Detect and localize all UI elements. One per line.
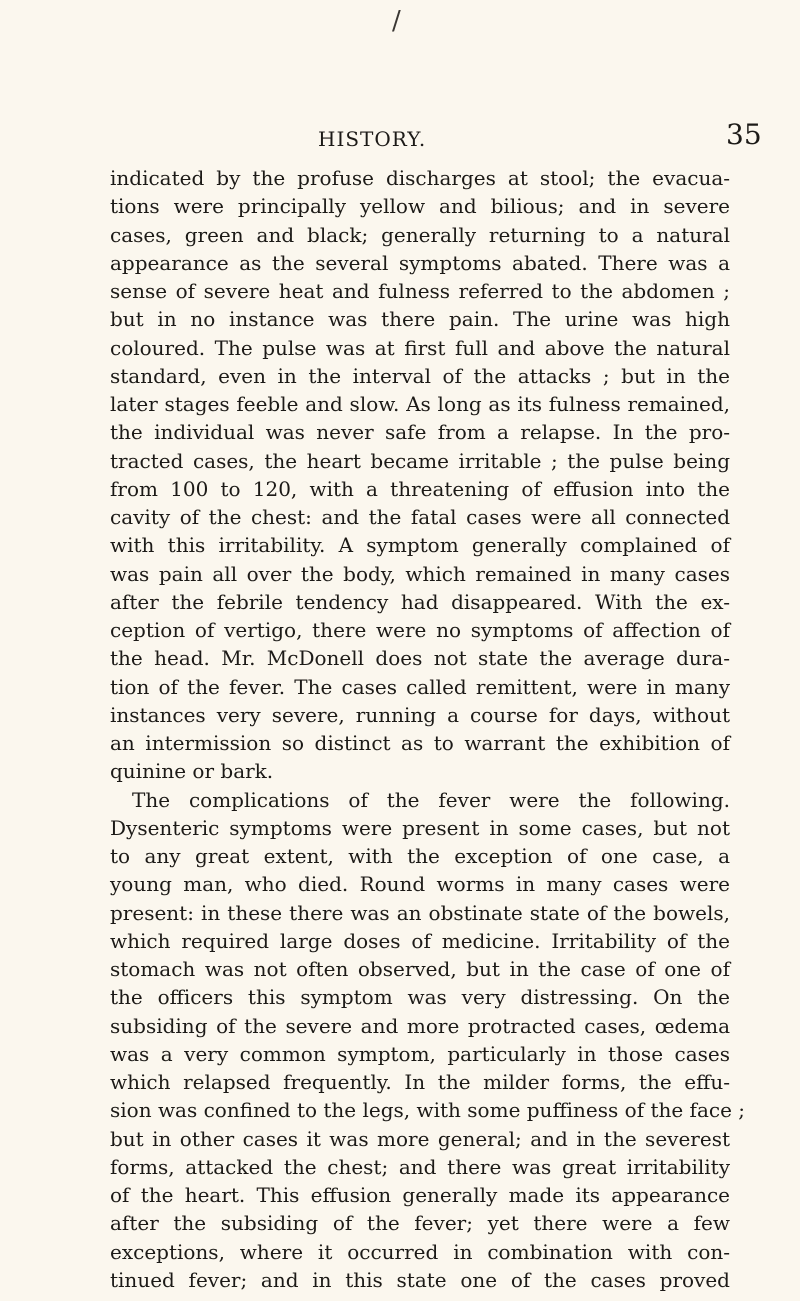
text-line: was a very common symptom, particularly in those cases <box>110 1041 730 1066</box>
paragraph-start-line: The complications of the fever were the following. <box>132 787 730 812</box>
text-line: with this irritability. A symptom generally complained of <box>110 533 730 558</box>
text-line: which relapsed frequently. In the milder forms, the effu- <box>110 1070 730 1094</box>
text-line: the officers this symptom was very distressing. On the <box>110 985 730 1010</box>
text-line: after the subsiding of the fever; yet there were a few <box>110 1211 730 1236</box>
text-line: was pain all over the body, which remained in many cases <box>110 561 730 586</box>
text-line: the individual was never safe from a relapse. In the pro- <box>110 420 730 445</box>
text-line: coloured. The pulse was at first full and above the natural <box>110 335 730 360</box>
text-line: present: in these there was an obstinate state of the bowels, <box>110 900 730 925</box>
text-line: stomach was not often observed, but in the case of one of <box>110 957 730 981</box>
text-line: an intermission so distinct as to warrant the exhibition of <box>110 731 730 755</box>
running-head <box>0 118 800 154</box>
text-line: tions were principally yellow and bilious; and in severe <box>110 194 730 219</box>
text-line: to any great extent, with the exception of one case, a <box>110 844 730 868</box>
page-number: 35 <box>726 118 762 151</box>
text-line: appearance as the several symptoms abated. There was a <box>110 250 730 275</box>
text-line: standard, even in the interval of the attacks ; but in the <box>110 363 730 388</box>
text-line: indicated by the profuse discharges at stool; the evacua- <box>110 166 730 190</box>
text-line: after the febrile tendency had disappeared. With the ex- <box>110 589 730 614</box>
text-line: forms, attacked the chest; and there was great irritability <box>110 1154 730 1179</box>
running-head-title: HISTORY. <box>318 127 427 151</box>
text-line: cases, green and black; generally returning to a natural <box>110 222 730 247</box>
text-line: sense of severe heat and fulness referred to the abdomen ; <box>110 279 730 303</box>
stray-mark: / <box>392 6 401 36</box>
text-line: tinued fever; and in this state one of the cases proved <box>110 1267 730 1292</box>
text-line: subsiding of the severe and more protracted cases, œdema <box>110 1013 730 1038</box>
text-line: tracted cases, the heart became irritable ; the pulse being <box>110 448 730 473</box>
text-line: instances very severe, running a course for days, without <box>110 702 730 727</box>
text-line: from 100 to 120, with a threatening of effusion into the <box>110 476 730 501</box>
text-line: sion was confined to the legs, with some puffiness of the face ; <box>110 1098 746 1123</box>
text-line: later stages feeble and slow. As long as its fulness remained, <box>110 392 730 416</box>
text-line: ception of vertigo, there were no symptoms of affection of <box>110 618 730 642</box>
text-line: of the heart. This effusion generally made its appearance <box>110 1183 730 1207</box>
text-line: but in no instance was there pain. The urine was high <box>110 307 730 332</box>
text-line: the head. Mr. McDonell does not state the average dura- <box>110 646 730 671</box>
text-line: which required large doses of medicine. Irritability of the <box>110 928 730 953</box>
text-line: Dysenteric symptoms were present in some cases, but not <box>110 815 730 840</box>
text-line: exceptions, where it occurred in combination with con- <box>110 1239 730 1264</box>
paragraph-end-line: quinine or bark. <box>110 759 274 784</box>
text-line: young man, who died. Round worms in many cases were <box>110 872 730 897</box>
text-line: but in other cases it was more general; and in the severest <box>110 1126 730 1151</box>
text-line: tion of the fever. The cases called remittent, were in many <box>110 674 730 699</box>
text-line: cavity of the chest: and the fatal cases were all connected <box>110 505 730 529</box>
body-text <box>110 164 746 1294</box>
